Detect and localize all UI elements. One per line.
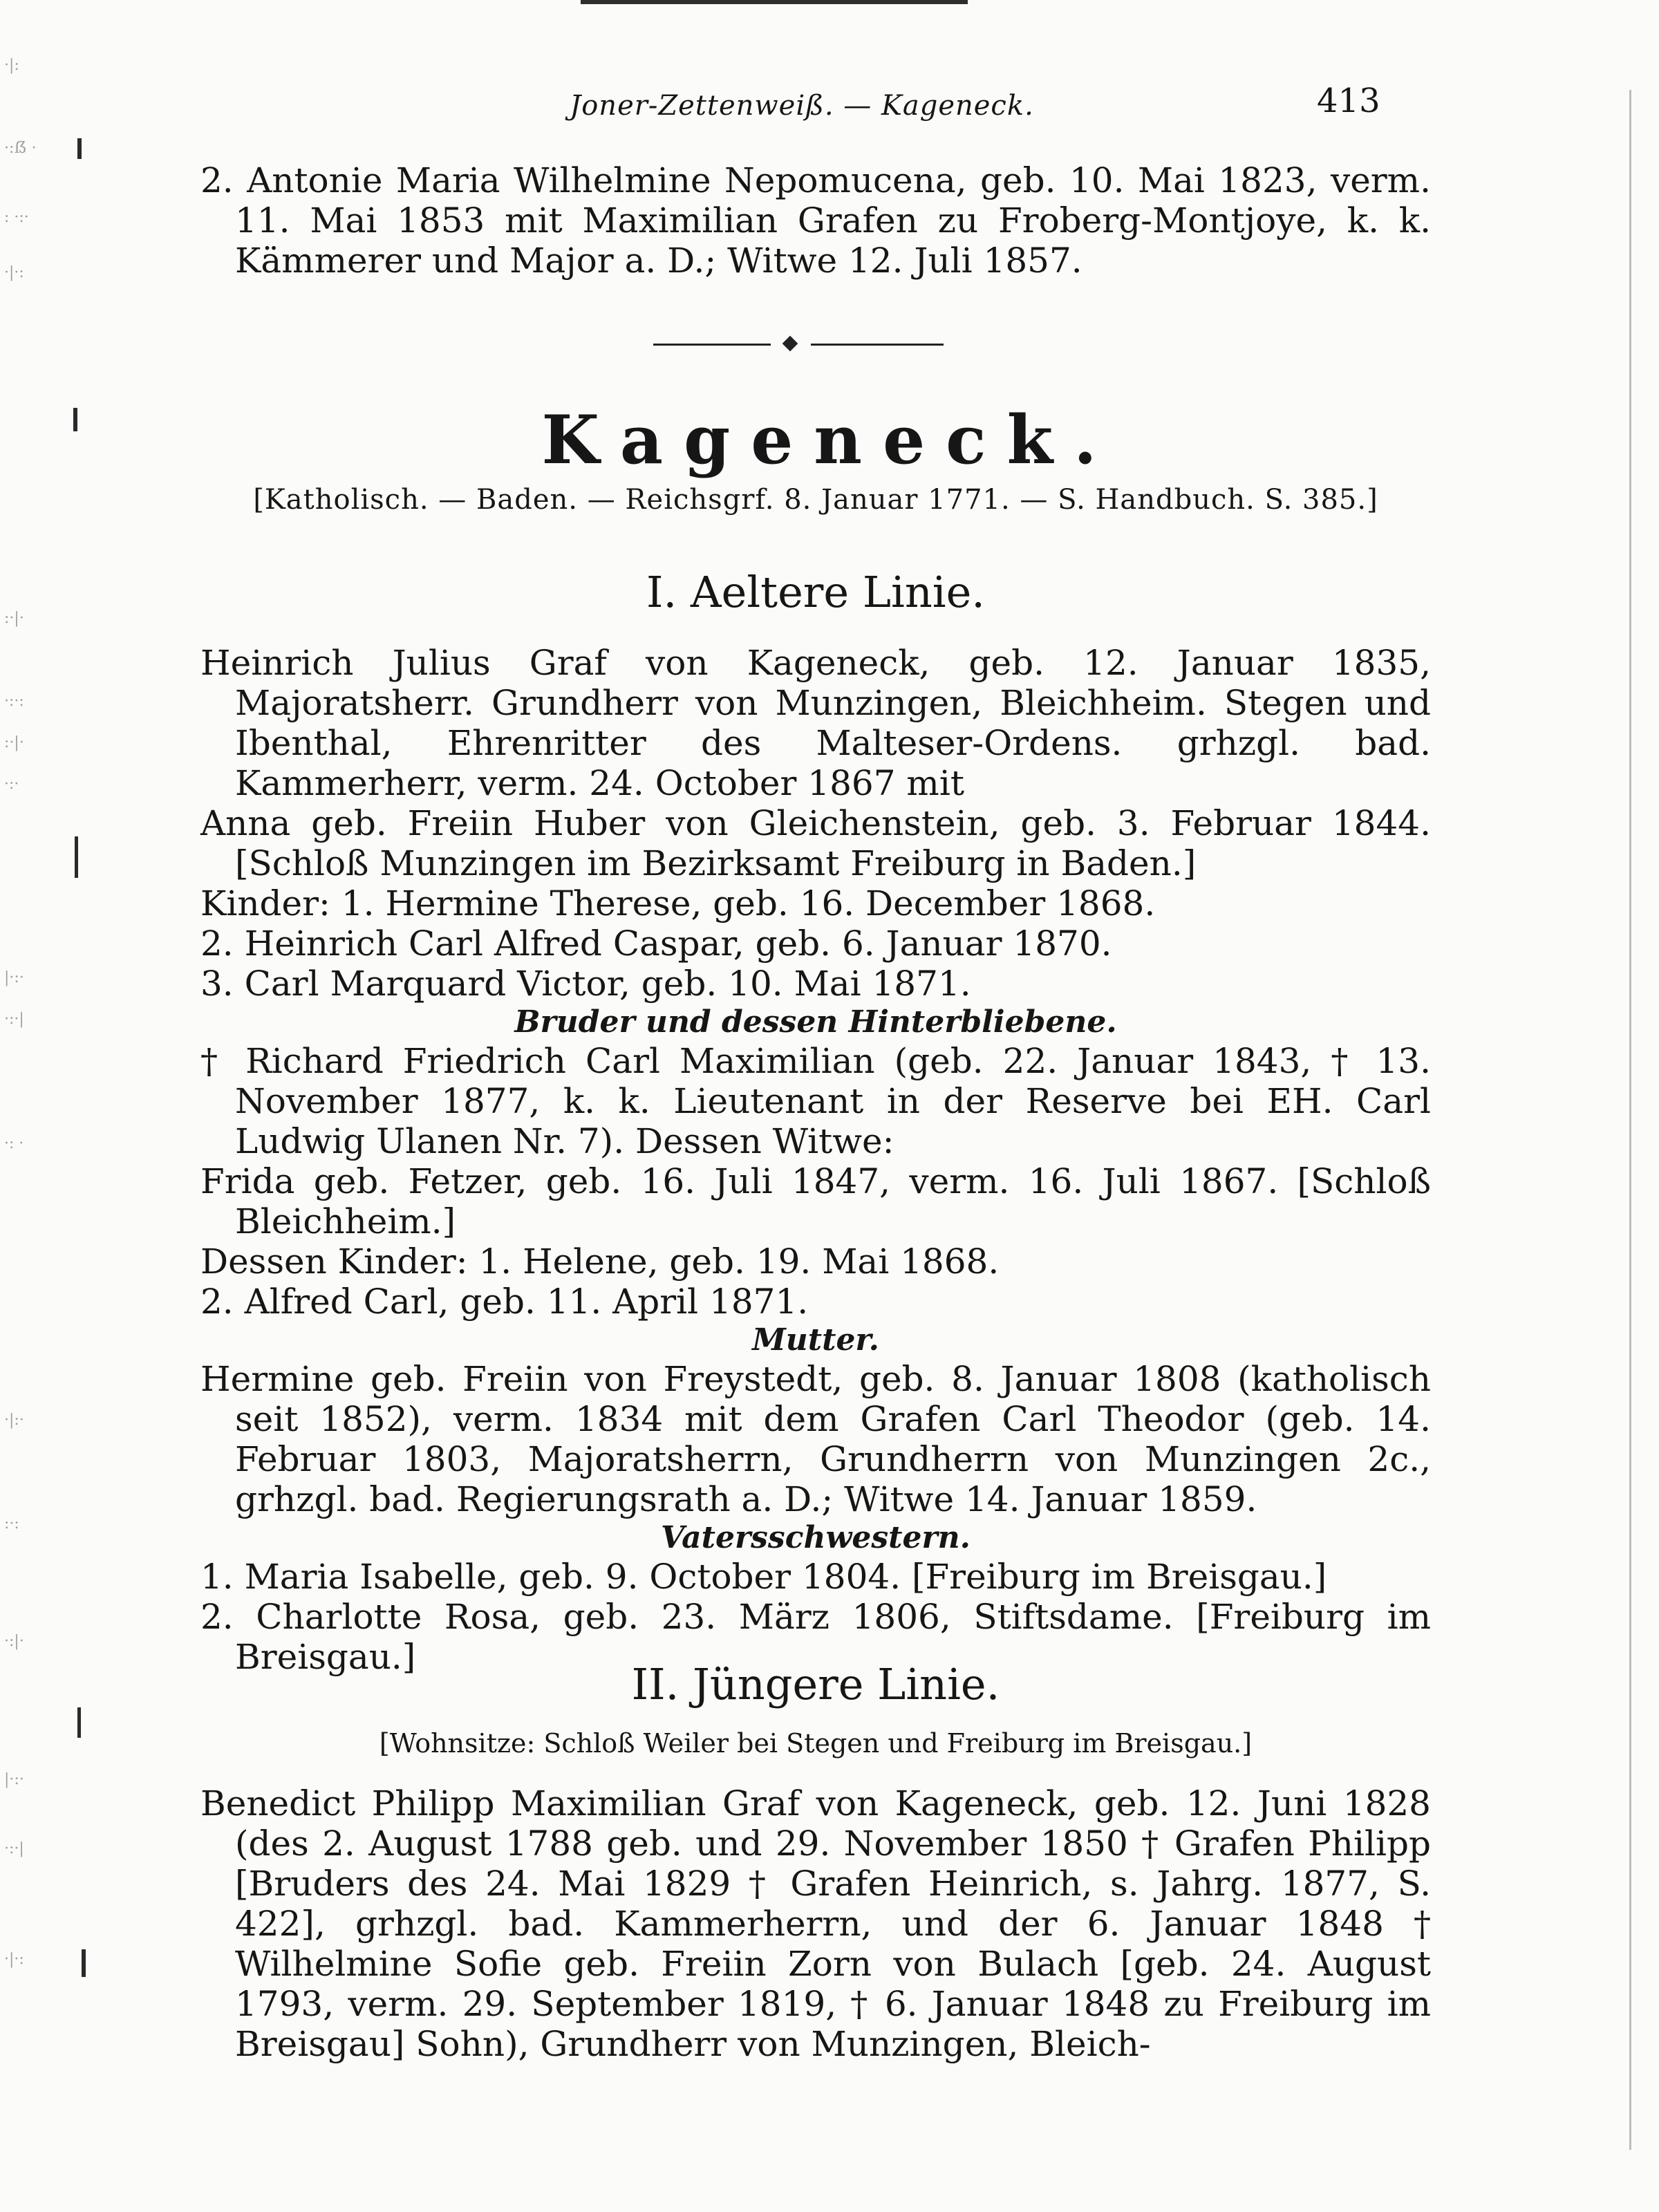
mother-subheading: Mutter. (752, 1322, 879, 1358)
running-header: Joner-Zettenweiß. — Kageneck. (570, 90, 1034, 122)
edge-fragment: ·|: (4, 57, 19, 74)
older-line-heading: I. Aeltere Linie. (646, 567, 985, 617)
edge-fragment: :·|· (4, 734, 24, 751)
facing-page-edge (0, 0, 104, 2212)
brother-widow-entry: Frida geb. Fetzer, geb. 16. Juli 1847, verm. 16. Juli 1867. [Schloß Bleichheim.] (200, 1161, 1431, 1241)
right-margin-line (1629, 90, 1631, 2150)
edge-fragment: ·|·: (4, 1951, 24, 1968)
edge-fragment: ·:·| (4, 1011, 24, 1028)
aunt-entry-2: 2. Charlotte Rosa, geb. 23. März 1806, Stiftsdame. [Freiburg im Breisgau.] (200, 1597, 1431, 1677)
head-of-house-entry: Heinrich Julius Graf von Kageneck, geb. 12. Januar 1835, Majoratsherr. Grundherr von Munzingen, Bleichheim. Stegen und Ibenthal, Ehrenritter des Malteser-Ordens. grhzgl. bad. Kammerherr, verm. 24. October 1867 mit (200, 643, 1431, 803)
edge-fragment: ·|:· (4, 1412, 24, 1429)
brother-entry: † Richard Friedrich Carl Maximilian (geb. 22. Januar 1843, † 13. November 1877, k. k. Lieutenant in der Reserve bei EH. Carl Ludwig Ulanen Nr. 7). Dessen Witwe: (200, 1041, 1431, 1161)
top-edge-rule (581, 0, 968, 4)
younger-head-entry: Benedict Philipp Maximilian Graf von Kageneck, geb. 12. Juni 1828 (des 2. August 1788 geb. und 29. November 1850 † Grafen Philipp [Bruders des 24. Mai 1829 † Grafen Heinrich, s. Jahrg. 1877, S. 422], grhzgl. bad. Kammerherrn, und der 6. Januar 1848 † Wilhelmine Sofie geb. Freiin Zorn von Bulach [geb. 24. August 1793, verm. 29. September 1819, † 6. Januar 1848 zu Freiburg im Breisgau] Sohn), Grundherr von Munzingen, Bleich- (200, 1783, 1431, 2064)
mother-entry: Hermine geb. Freiin von Freystedt, geb. 8. Januar 1808 (katholisch seit 1852), verm. 1834 mit dem Grafen Carl Theodor (geb. 14. Februar 1803, Majoratsherrn, Grundherrn von Munzingen 2c., grhzgl. bad. Regierungsrath a. D.; Witwe 14. Januar 1859. (200, 1359, 1431, 1519)
edge-bracket (73, 408, 77, 431)
family-heading: Kageneck. (541, 401, 1118, 479)
edge-fragment: |·:· (4, 969, 24, 986)
brother-children-entry-2: 2. Alfred Carl, geb. 11. April 1871. (200, 1282, 809, 1322)
brother-children-entry-1: Dessen Kinder: 1. Helene, geb. 19. Mai 1868. (200, 1241, 1000, 1282)
edge-fragment: ·:· (4, 776, 19, 793)
children-entry-3: 3. Carl Marquard Victor, geb. 10. Mai 1871. (200, 964, 971, 1004)
page-number: 413 (1317, 82, 1380, 120)
prior-family-continuation (200, 160, 1431, 281)
aunt-entry-1: 1. Maria Isabelle, geb. 9. October 1804. [Freiburg im Breisgau.] (200, 1557, 1327, 1597)
edge-fragment: :·: (4, 1515, 19, 1533)
section-divider-ornament (653, 337, 944, 351)
younger-line-body (200, 1783, 1431, 2064)
aunts-subheading: Vatersschwestern. (661, 1520, 971, 1555)
family-info-line: [Katholisch. — Baden. — Reichsgrf. 8. Januar 1771. — S. Handbuch. S. 385.] (253, 484, 1378, 516)
edge-fragment: :·|· (4, 610, 24, 627)
prior-entry-antonie: 2. Antonie Maria Wilhelmine Nepomucena, geb. 10. Mai 1823, verm. 11. Mai 1853 mit Maximilian Grafen zu Froberg-Montjoye, k. k. Kämmerer und Major a. D.; Witwe 12. Juli 1857. (200, 160, 1431, 281)
brother-subheading: Bruder und dessen Hinterbliebene. (514, 1004, 1117, 1040)
edge-fragment: : ·:· (4, 209, 29, 226)
edge-bracket (77, 138, 82, 159)
edge-fragment: ·: · (4, 1135, 24, 1152)
children-entry-1: Kinder: 1. Hermine Therese, geb. 16. December 1868. (200, 883, 1156, 924)
older-line-body (200, 643, 1431, 1677)
edge-bracket (75, 836, 78, 878)
edge-bracket (82, 1949, 86, 1977)
children-entry-2: 2. Heinrich Carl Alfred Caspar, geb. 6. Januar 1870. (200, 924, 1112, 964)
edge-fragment: |·:· (4, 1771, 24, 1788)
edge-fragment: ·:ẞ · (4, 140, 37, 157)
edge-fragment: ·:|· (4, 1633, 24, 1650)
edge-fragment: ·|·: (4, 264, 24, 281)
spouse-entry: Anna geb. Freiin Huber von Gleichenstein, geb. 3. Februar 1844. [Schloß Munzingen im Bezirksamt Freiburg in Baden.] (200, 803, 1431, 883)
edge-bracket (77, 1707, 81, 1738)
residences-line: [Wohnsitze: Schloß Weiler bei Stegen und Freiburg im Breisgau.] (379, 1728, 1253, 1759)
younger-line-heading: II. Jüngere Linie. (631, 1659, 1000, 1709)
edge-fragment: ·:·: (4, 693, 24, 710)
edge-fragment: ·:·| (4, 1840, 24, 1857)
